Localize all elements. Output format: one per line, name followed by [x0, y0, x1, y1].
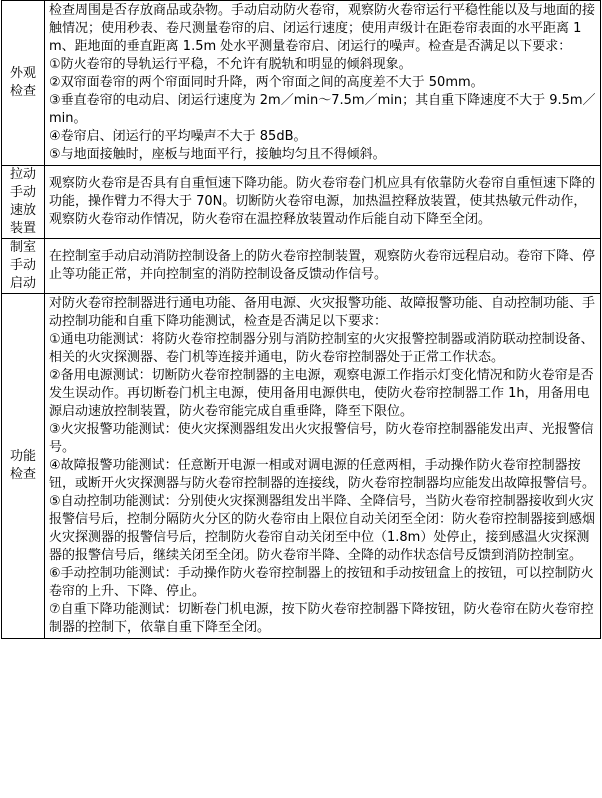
requirement-item: ①防火卷帘的导轨运行平稳，不允许有脱轨和明显的倾斜现象。 — [49, 57, 412, 72]
row-intro-text: 观察防火卷帘是否具有自重恒速下降功能。防火卷帘卷门机应具有依靠防火卷帘自重恒速下降的功能，操作臂力不得大于 70N。切断防火卷帘电源，加热温控释放装置，使其热敏元件动作，观察防火卷帘动作情况，防火卷帘在温控释放装置动作后能自动下降至全闭。 — [49, 176, 596, 227]
row-content-cell — [45, 1, 601, 166]
requirement-item: ⑥手动控制功能测试：手动操作防火卷帘控制器上的按钮和手动按钮盒上的按钮，可以控制防火卷帘的上升、下降、停止。 — [49, 566, 594, 599]
requirement-item: ②双帘面卷帘的两个帘面同时升降，两个帘面之间的高度差不大于 50mm。 — [49, 75, 484, 90]
requirement-item: ②备用电源测试：切断防火卷帘控制器的主电源，观察电源工作指示灯变化情况和防火卷帘是否发生误动作。再切断卷门机主电源，使用备用电源供电，使防火卷帘控制器工作 1h，用备用电源启动速放控制装置，防火卷帘能完成自重垂降，降至下限位。 — [49, 368, 594, 419]
row-content-cell — [45, 166, 601, 239]
row-label-line: 外观 — [9, 66, 36, 81]
row-content-cell — [45, 294, 601, 639]
row-intro-text: 检查周围是否存放商品或杂物。手动启动防火卷帘，观察防火卷帘运行平稳性能以及与地面的接触情况；使用秒表、卷尺测量卷帘的启、闭运行速度；使用声级计在距卷帘表面的水平距离 1m、距地面的垂直距离 1.5m 处水平测量卷帘启、闭运行的噪声。检查是否满足以下要求： — [49, 3, 596, 54]
table-row — [2, 1, 601, 166]
requirement-item: ⑦自重下降功能测试：切断卷门机电源，按下防火卷帘控制器下降按钮，防火卷帘在防火卷帘控制器的控制下，依靠自重下降至全闭。 — [49, 602, 594, 635]
row-label-line: 手动 — [9, 258, 36, 273]
row-label-cell — [2, 239, 45, 294]
requirement-item: ④卷帘启、闭运行的平均噪声不大于 85dB。 — [49, 129, 307, 144]
row-label-cell — [2, 1, 45, 166]
row-label-line: 检查 — [9, 467, 36, 482]
row-label-line: 装置 — [9, 221, 36, 236]
row-label-line: 速放 — [9, 203, 36, 218]
requirement-item: ④故障报警功能测试：任意断开电源一相或对调电源的任意两相，手动操作防火卷帘控制器按钮，或断开火灾探测器与防火卷帘控制器的连接线，防火卷帘控制器均应能发出故障报警信号。 — [49, 458, 596, 491]
requirement-item: ⑤自动控制功能测试：分别使火灾探测器组发出半降、全降信号，当防火卷帘控制器接收到火灾报警信号后，控制分隔防火分区的防火卷帘由上限位自动关闭至全闭：防火卷帘控制器接到感烟火灾探测器的报警信号后，控制防火卷帘自动关闭至中位（1.8m）处停止，接到感温火灾探测器的报警信号后，继续关闭至全闭。防火卷帘半降、全降的动作状态信号反馈到消防控制室。 — [49, 494, 596, 563]
row-label-line: 拉动 — [9, 167, 36, 182]
row-label-cell — [2, 294, 45, 639]
inspection-table-body — [2, 1, 601, 639]
row-label-cell — [2, 166, 45, 239]
table-row — [2, 166, 601, 239]
row-label-line: 检查 — [9, 84, 36, 99]
row-label-line: 启动 — [9, 276, 36, 291]
row-label-line: 功能 — [9, 449, 36, 464]
table-row — [2, 294, 601, 639]
row-label-line: 手动 — [9, 185, 36, 200]
row-intro-text: 对防火卷帘控制器进行通电功能、备用电源、火灾报警功能、故障报警功能、自动控制功能、手动控制功能和自重下降功能测试，检查是否满足以下要求： — [49, 296, 596, 329]
table-row — [2, 239, 601, 294]
row-intro-text: 在控制室手动启动消防控制设备上的防火卷帘控制装置，观察防火卷帘远程启动。卷帘下降、停止等功能正常，并向控制室的消防控制设备反馈动作信号。 — [49, 249, 596, 282]
row-label-line: 制室 — [9, 240, 36, 255]
requirement-item: ⑤与地面接触时，座板与地面平行，接触均匀且不得倾斜。 — [49, 147, 386, 162]
requirement-item: ③火灾报警功能测试：使火灾探测器组发出火灾报警信号，防火卷帘控制器能发出声、光报警信号。 — [49, 422, 594, 455]
row-content-cell — [45, 239, 601, 294]
requirement-item: ③垂直卷帘的电动启、闭运行速度为 2m／min～7.5m／min；其自重下降速度不大于 9.5m／min。 — [49, 93, 596, 126]
inspection-table — [1, 0, 601, 639]
requirement-item: ①通电功能测试：将防火卷帘控制器分别与消防控制室的火灾报警控制器或消防联动控制设备、相关的火灾探测器、卷门机等连接并通电，防火卷帘控制器处于正常工作状态。 — [49, 332, 594, 365]
